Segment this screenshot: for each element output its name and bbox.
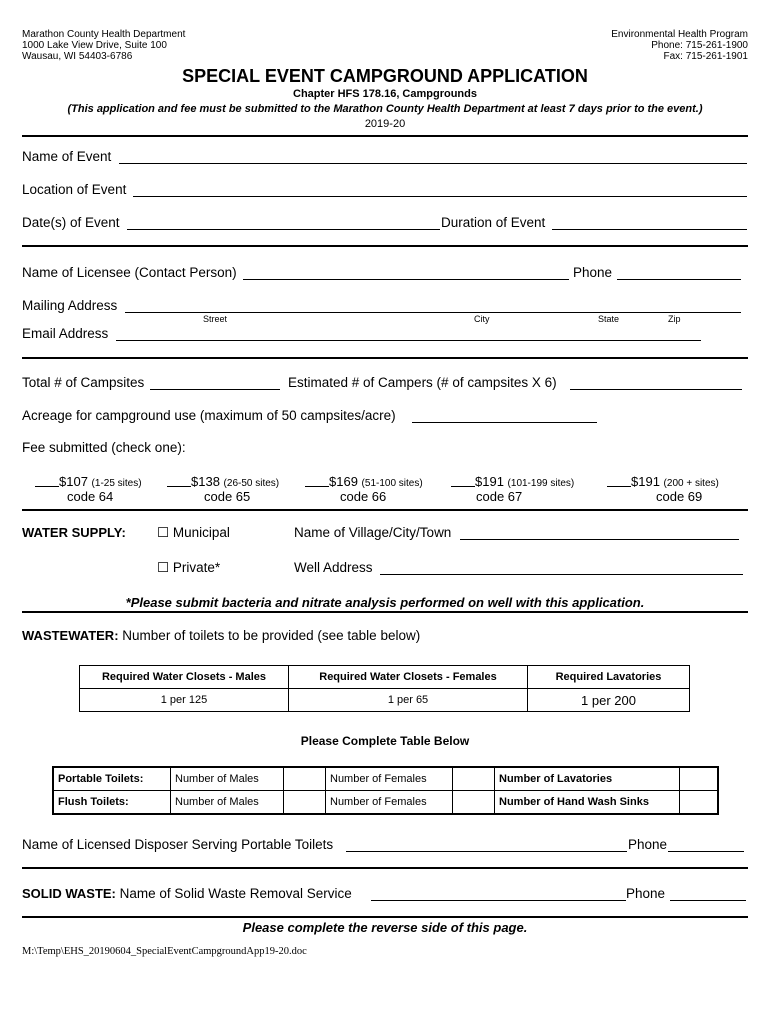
well-address-label: Well Address bbox=[294, 560, 373, 575]
table-row bbox=[80, 666, 690, 689]
req-value-males: 1 per 125 bbox=[80, 689, 289, 712]
form-year: 2019-20 bbox=[364, 118, 406, 130]
table-row bbox=[53, 791, 718, 815]
estimated-campers-field[interactable] bbox=[570, 389, 742, 390]
flush-sinks-label: Number of Hand Wash Sinks bbox=[495, 791, 680, 815]
divider bbox=[22, 135, 748, 137]
fee-range-4: (101-199 sites) bbox=[507, 478, 575, 489]
fee-submitted-label: Fee submitted (check one): bbox=[22, 440, 186, 455]
flush-males-input[interactable] bbox=[284, 791, 326, 815]
divider bbox=[22, 916, 748, 918]
disposer-field[interactable] bbox=[346, 851, 627, 852]
well-address-field[interactable] bbox=[380, 574, 743, 575]
department-address bbox=[22, 29, 185, 62]
fee-price-2: $138 bbox=[191, 474, 220, 489]
municipal-label: Municipal bbox=[172, 525, 230, 540]
checkbox-icon[interactable]: ☐ bbox=[157, 525, 170, 540]
total-campsites-label: Total # of Campsites bbox=[22, 375, 145, 390]
solid-waste-text: Name of Solid Waste Removal Service bbox=[119, 886, 352, 901]
divider bbox=[22, 509, 748, 511]
wastewater-text: Number of toilets to be provided (see table below) bbox=[122, 628, 421, 643]
toilet-count-table bbox=[52, 766, 719, 815]
form-title: SPECIAL EVENT CAMPGROUND APPLICATION bbox=[182, 66, 588, 86]
portable-males-input[interactable] bbox=[284, 767, 326, 791]
divider bbox=[22, 245, 748, 247]
fee-option-3 bbox=[329, 474, 423, 489]
event-duration-field[interactable] bbox=[552, 229, 747, 230]
licensee-phone-label: Phone bbox=[573, 265, 613, 280]
fee-option-2 bbox=[191, 474, 279, 489]
email-address-field[interactable] bbox=[116, 340, 701, 341]
fee-check-3[interactable] bbox=[305, 486, 329, 487]
disposer-label: Name of Licensed Disposer Serving Portable Toilets bbox=[22, 837, 334, 852]
disposer-phone-field[interactable] bbox=[668, 851, 744, 852]
checkbox-icon[interactable]: ☐ bbox=[157, 560, 170, 575]
flush-sinks-input[interactable] bbox=[680, 791, 719, 815]
licensee-name-label: Name of Licensee (Contact Person) bbox=[22, 265, 237, 280]
program-phone: Phone: 715-261-1900 bbox=[651, 40, 748, 51]
department-city: Wausau, WI 54403-6786 bbox=[22, 51, 133, 62]
portable-toilets-label: Portable Toilets: bbox=[53, 767, 171, 791]
req-value-females: 1 per 65 bbox=[289, 689, 528, 712]
licensee-name-field[interactable] bbox=[243, 279, 569, 280]
flush-males-label: Number of Males bbox=[171, 791, 284, 815]
acreage-label: Acreage for campground use (maximum of 50 campsites/acre) bbox=[22, 408, 396, 423]
village-field[interactable] bbox=[460, 539, 739, 540]
department-street: 1000 Lake View Drive, Suite 100 bbox=[22, 40, 167, 51]
fee-check-5[interactable] bbox=[607, 486, 631, 487]
solid-waste-phone-label: Phone bbox=[626, 886, 666, 901]
flush-females-label: Number of Females bbox=[326, 791, 453, 815]
fee-price-3: $169 bbox=[329, 474, 358, 489]
portable-lavatories-label: Number of Lavatories bbox=[495, 767, 680, 791]
divider bbox=[22, 357, 748, 359]
req-header-females: Required Water Closets - Females bbox=[289, 666, 528, 689]
program-name: Environmental Health Program bbox=[611, 29, 748, 40]
complete-table-heading: Please Complete Table Below bbox=[300, 734, 470, 748]
estimated-campers-label: Estimated # of Campers (# of campsites X 6) bbox=[288, 375, 557, 390]
solid-waste-line bbox=[22, 886, 352, 901]
req-value-lavatories: 1 per 200 bbox=[528, 689, 690, 712]
private-option[interactable] bbox=[157, 560, 220, 576]
municipal-option[interactable] bbox=[157, 525, 230, 541]
req-header-lavatories: Required Lavatories bbox=[528, 666, 690, 689]
private-label: Private* bbox=[172, 560, 221, 575]
licensee-phone-field[interactable] bbox=[617, 279, 741, 280]
chapter-reference: Chapter HFS 178.16, Campgrounds bbox=[293, 88, 477, 100]
fee-range-5: (200 + sites) bbox=[663, 478, 719, 489]
req-header-males: Required Water Closets - Males bbox=[80, 666, 289, 689]
email-address-label: Email Address bbox=[22, 326, 109, 341]
fee-price-5: $191 bbox=[631, 474, 660, 489]
fee-range-3: (51-100 sites) bbox=[361, 478, 423, 489]
acreage-field[interactable] bbox=[412, 422, 597, 423]
water-supply-label: WATER SUPPLY: bbox=[22, 525, 126, 540]
program-fax: Fax: 715-261-1901 bbox=[663, 51, 748, 62]
wastewater-label: WASTEWATER: bbox=[22, 628, 119, 643]
street-caption: Street bbox=[203, 314, 228, 324]
fee-code-2: code 65 bbox=[204, 489, 251, 504]
flush-females-input[interactable] bbox=[453, 791, 495, 815]
zip-caption: Zip bbox=[668, 314, 681, 324]
department-name: Marathon County Health Department bbox=[22, 29, 186, 40]
portable-lavatories-input[interactable] bbox=[680, 767, 719, 791]
program-contact bbox=[611, 29, 748, 62]
divider bbox=[22, 611, 748, 613]
fee-option-5 bbox=[631, 474, 719, 489]
fee-code-4: code 67 bbox=[476, 489, 523, 504]
table-row bbox=[53, 767, 718, 791]
divider bbox=[22, 867, 748, 869]
solid-waste-phone-field[interactable] bbox=[670, 900, 746, 901]
event-duration-label: Duration of Event bbox=[441, 215, 546, 230]
portable-males-label: Number of Males bbox=[171, 767, 284, 791]
fee-code-3: code 66 bbox=[340, 489, 387, 504]
portable-females-label: Number of Females bbox=[326, 767, 453, 791]
fee-price-1: $107 bbox=[59, 474, 88, 489]
event-name-field[interactable] bbox=[119, 163, 747, 164]
fee-option-4 bbox=[475, 474, 574, 489]
fee-check-2[interactable] bbox=[167, 486, 191, 487]
event-location-field[interactable] bbox=[133, 196, 747, 197]
required-fixtures-table bbox=[79, 665, 690, 712]
event-dates-label: Date(s) of Event bbox=[22, 215, 120, 230]
city-caption: City bbox=[474, 314, 490, 324]
fee-check-4[interactable] bbox=[451, 486, 475, 487]
fee-option-1 bbox=[59, 474, 142, 489]
village-label: Name of Village/City/Town bbox=[294, 525, 452, 540]
mailing-address-field[interactable] bbox=[125, 312, 741, 313]
event-location-label: Location of Event bbox=[22, 182, 127, 197]
fee-code-1: code 64 bbox=[67, 489, 114, 504]
total-campsites-field[interactable] bbox=[150, 389, 280, 390]
fee-range-1: (1-25 sites) bbox=[91, 478, 142, 489]
reverse-side-note: Please complete the reverse side of this page. bbox=[242, 920, 528, 935]
event-dates-field[interactable] bbox=[127, 229, 440, 230]
event-name-label: Name of Event bbox=[22, 149, 112, 164]
portable-females-input[interactable] bbox=[453, 767, 495, 791]
solid-waste-field[interactable] bbox=[371, 900, 626, 901]
submission-notice: (This application and fee must be submitted to the Marathon County Health Department at least 7 days prior to the event.) bbox=[67, 103, 703, 115]
fee-range-2: (26-50 sites) bbox=[223, 478, 280, 489]
mailing-address-label: Mailing Address bbox=[22, 298, 118, 313]
fee-check-1[interactable] bbox=[35, 486, 59, 487]
disposer-phone-label: Phone bbox=[628, 837, 668, 852]
flush-toilets-label: Flush Toilets: bbox=[53, 791, 171, 815]
well-analysis-note: *Please submit bacteria and nitrate analysis performed on well with this application. bbox=[125, 595, 645, 610]
solid-waste-label: SOLID WASTE: bbox=[22, 886, 116, 901]
state-caption: State bbox=[598, 314, 620, 324]
wastewater-line bbox=[22, 628, 420, 643]
file-path-footer: M:\Temp\EHS_20190604_SpecialEventCampgroundApp19-20.doc bbox=[22, 946, 307, 957]
fee-price-4: $191 bbox=[475, 474, 504, 489]
fee-code-5: code 69 bbox=[656, 489, 703, 504]
table-row bbox=[80, 689, 690, 712]
